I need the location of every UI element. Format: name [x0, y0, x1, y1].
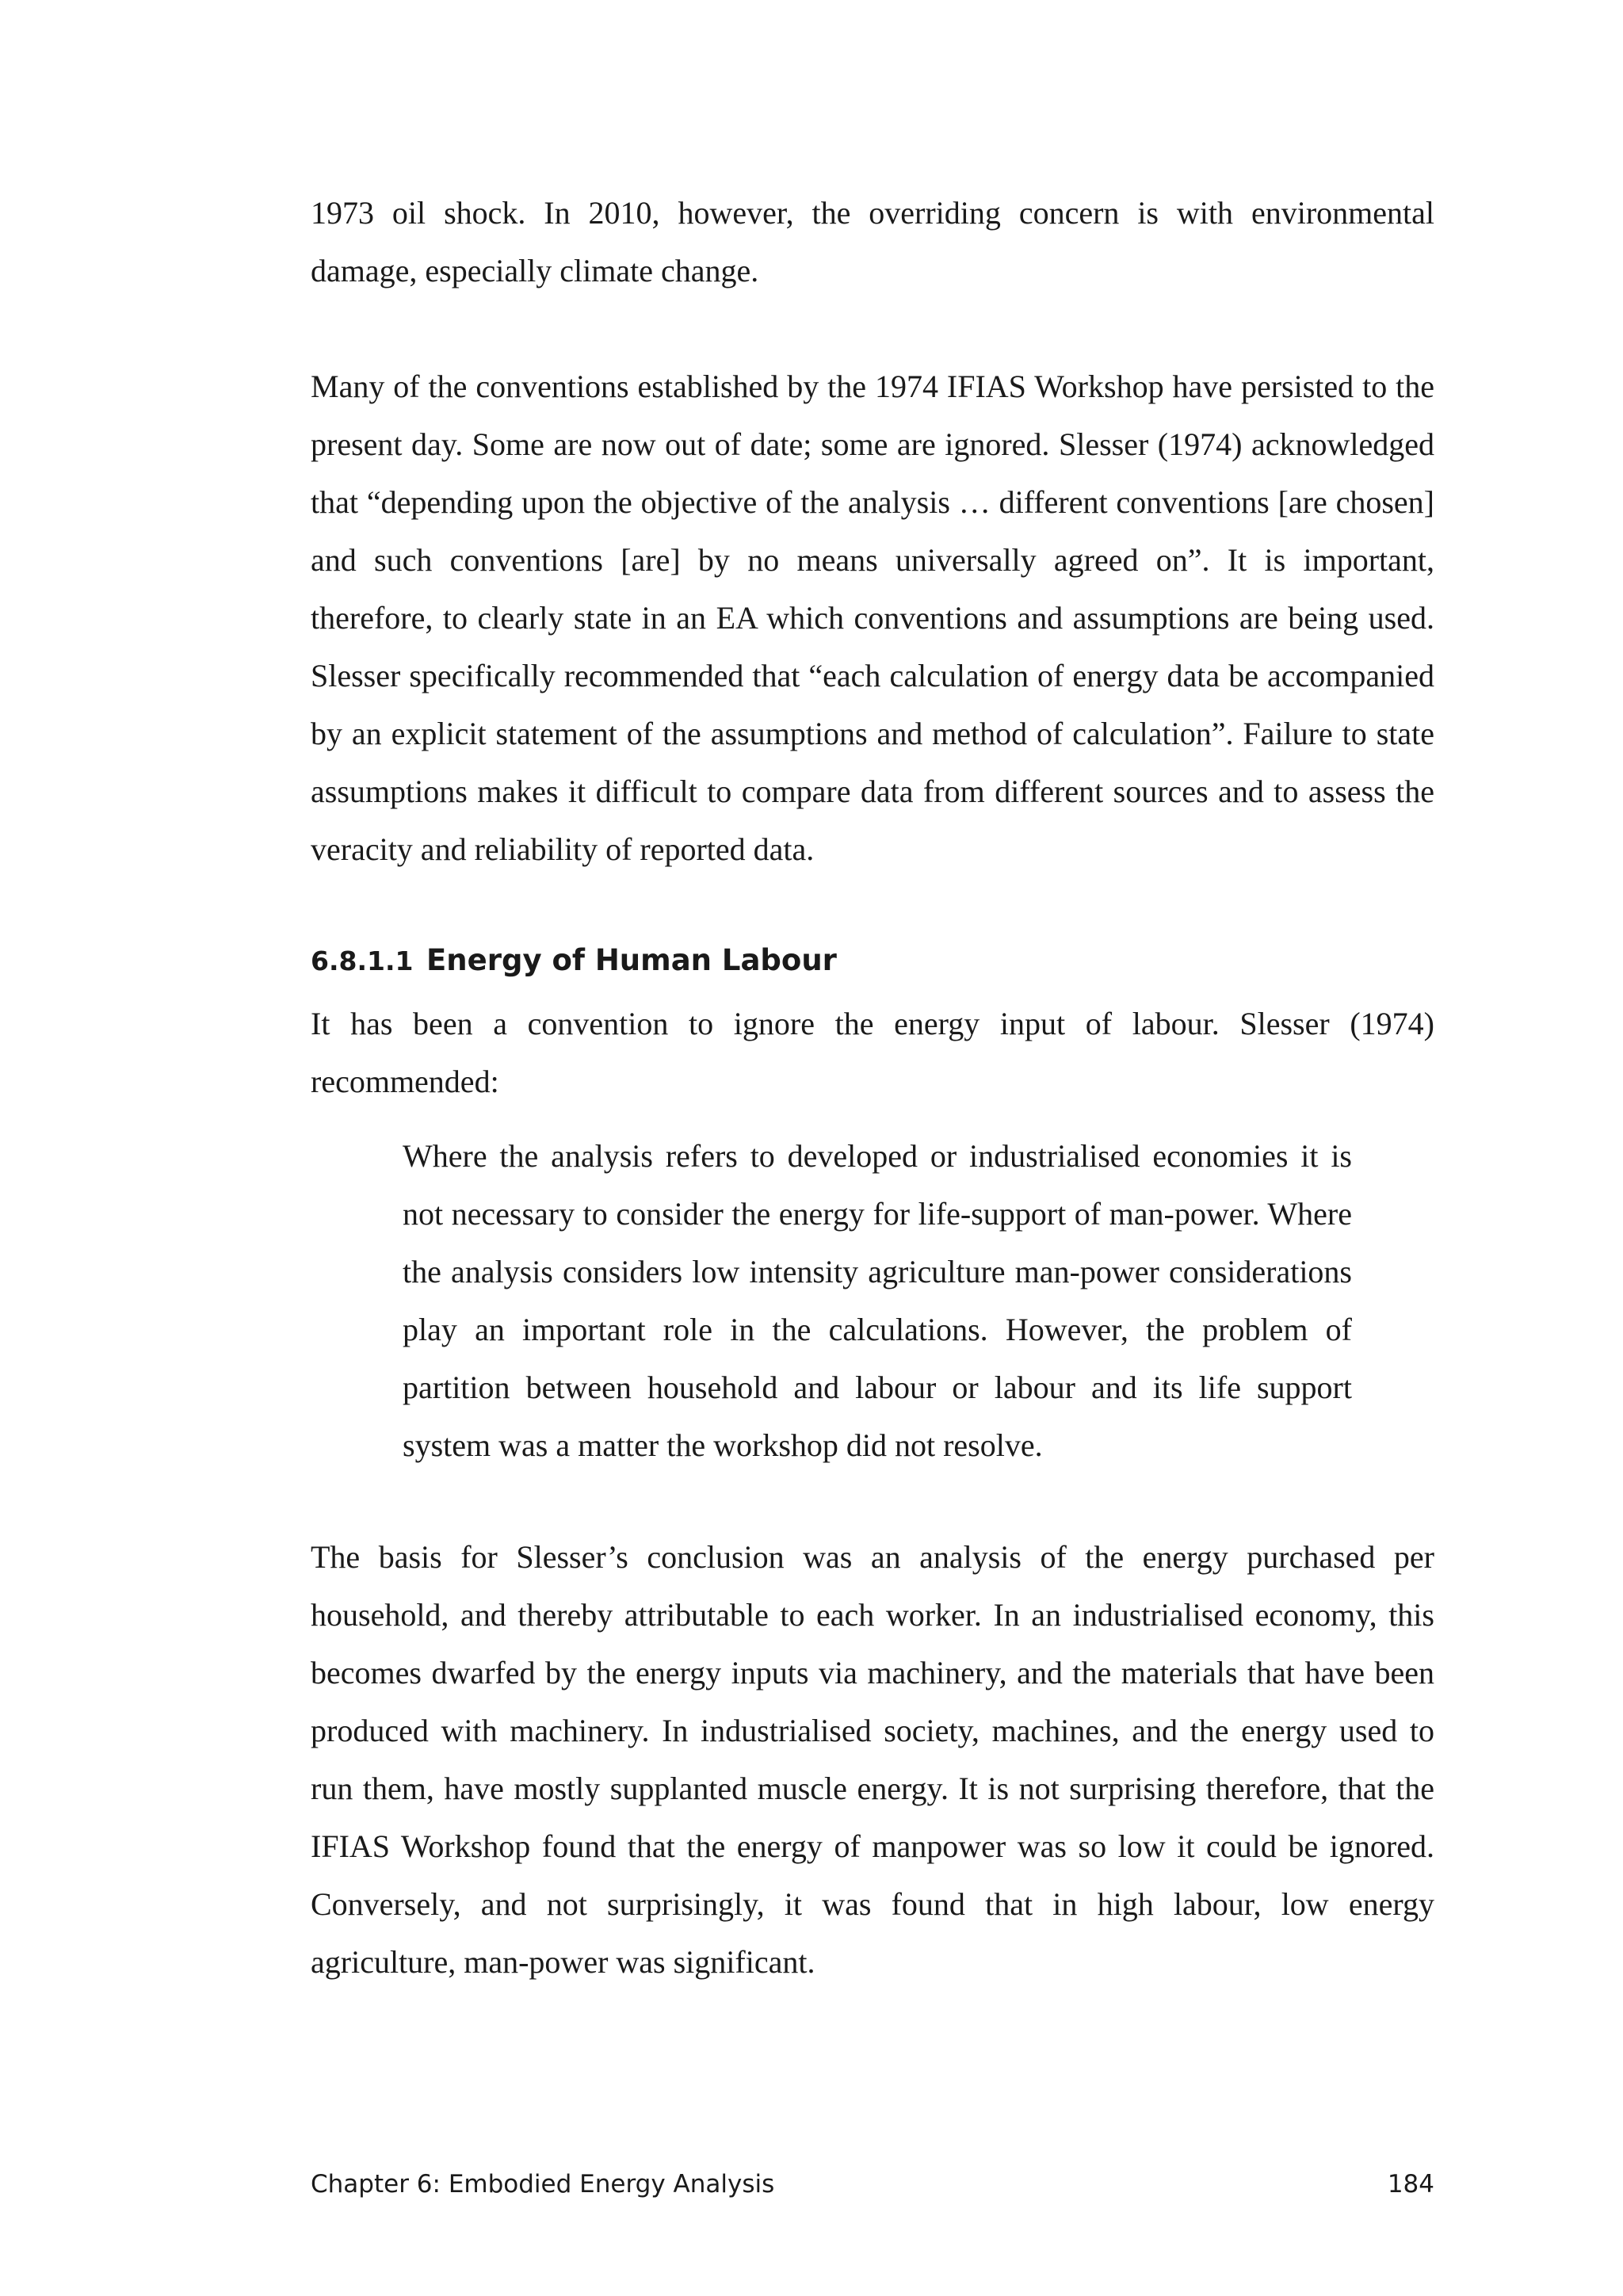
- paragraph-slesser-conclusion: The basis for Slesser’s conclusion was an analysis of the energy purchased per household, and thereby attributable to each worker. In an industrialised economy, this becomes dwarfed by the energy inputs via machinery, and the materials that have been produced with machinery. In industrialised society, machines, and the energy used to run them, have mostly supplanted muscle energy. It is not surprising therefore, that the IFIAS Workshop found that the energy of manpower was so low it could be ignored. Conversely, and not surprisingly, it was found that in high labour, low energy agriculture, man-power was significant.: [311, 1539, 1434, 1980]
- footer-chapter-title: Chapter 6: Embodied Energy Analysis: [311, 2170, 775, 2199]
- paragraph-labour-convention: It has been a convention to ignore the energy input of labour. Slesser (1974) recommended:: [311, 1006, 1434, 1099]
- section-heading: [311, 938, 837, 984]
- footer-page-number: 184: [1387, 2170, 1434, 2199]
- section-title: Energy of Human Labour: [426, 943, 837, 977]
- page-footer: [311, 2168, 1434, 2200]
- section-number: 6.8.1.1: [311, 946, 414, 976]
- paragraph-conventions: Many of the conventions established by the 1974 IFIAS Workshop have persisted to the present day. Some are now out of date; some are ignored. Slesser (1974) acknowledged that “depending upon the objective of the analysis … different conventions [are chosen] and such conventions [are] by no means universally agreed on”. It is important, therefore, to clearly state in an EA which conventions and assumptions are being used. Slesser specifically recommended that “each calculation of energy data be accompanied by an explicit statement of the assumptions and method of calculation”. Failure to state assumptions makes it difficult to compare data from different sources and to assess the veracity and reliability of reported data.: [311, 369, 1434, 867]
- paragraph-oil-shock: 1973 oil shock. In 2010, however, the overriding concern is with environmental damage, especially climate change.: [311, 195, 1434, 288]
- block-quote: Where the analysis refers to developed or industrialised economies it is not necessary to consider the energy for life-support of man-power. Where the analysis considers low intensity agriculture man-power considerations play an important role in the calculations. However, the problem of partition between household and labour or labour and its life support system was a matter the workshop did not resolve.: [403, 1138, 1352, 1463]
